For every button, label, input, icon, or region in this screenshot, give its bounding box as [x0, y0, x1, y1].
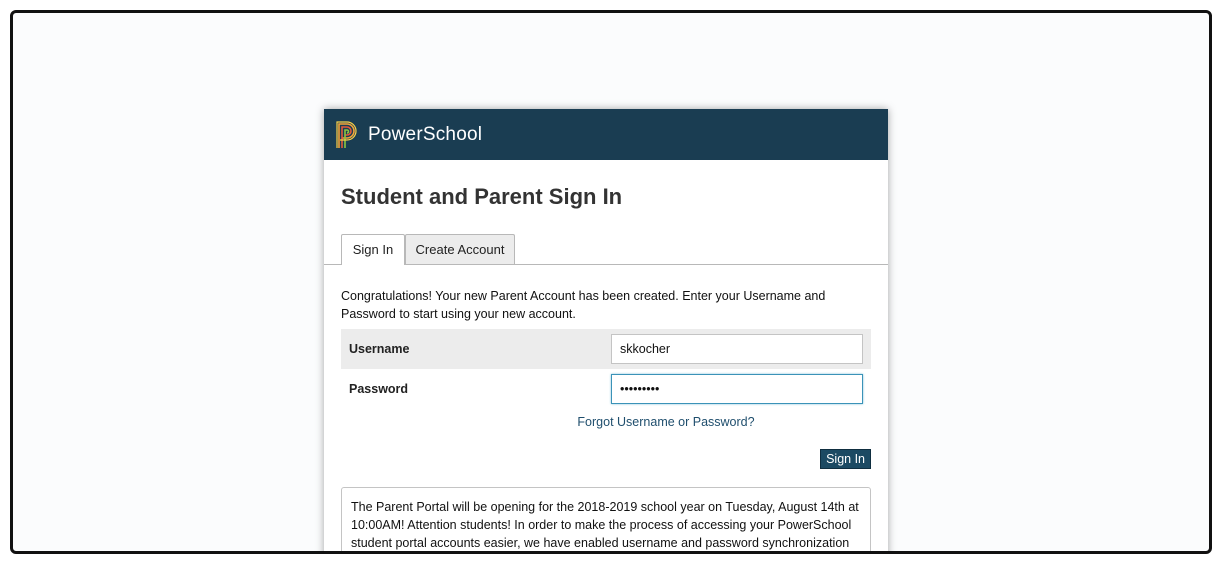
password-label: Password — [349, 382, 409, 396]
page-title: Student and Parent Sign In — [341, 184, 623, 209]
brand-name: PowerSchool — [368, 123, 483, 145]
username-input[interactable] — [611, 334, 863, 364]
password-row — [341, 369, 871, 409]
submit-row — [324, 429, 888, 469]
tab-sign-in[interactable]: Sign In — [341, 234, 405, 265]
tab-bar — [324, 234, 888, 265]
username-label: Username — [349, 342, 410, 356]
browser-frame — [10, 10, 1212, 554]
signin-form — [341, 329, 871, 409]
tab-create-account[interactable]: Create Account — [405, 234, 515, 264]
username-row — [341, 329, 871, 369]
portal-notice: The Parent Portal will be opening for the 2018-2019 school year on Tuesday, August 14th at 10:00AM! Attention students! In order to make the process of accessing your PowerSchool student portal accounts easier, we have enabled username and password synchronization — [341, 487, 871, 554]
password-input[interactable] — [611, 374, 863, 404]
header-bar — [324, 109, 888, 160]
powerschool-logo-icon — [336, 121, 358, 149]
forgot-credentials-link[interactable]: Forgot Username or Password? — [577, 415, 755, 429]
sign-in-button[interactable]: Sign In — [820, 449, 871, 469]
signin-card — [324, 109, 888, 554]
success-message: Congratulations! Your new Parent Account has been created. Enter your Username and Password to start using your new account. — [341, 289, 826, 321]
